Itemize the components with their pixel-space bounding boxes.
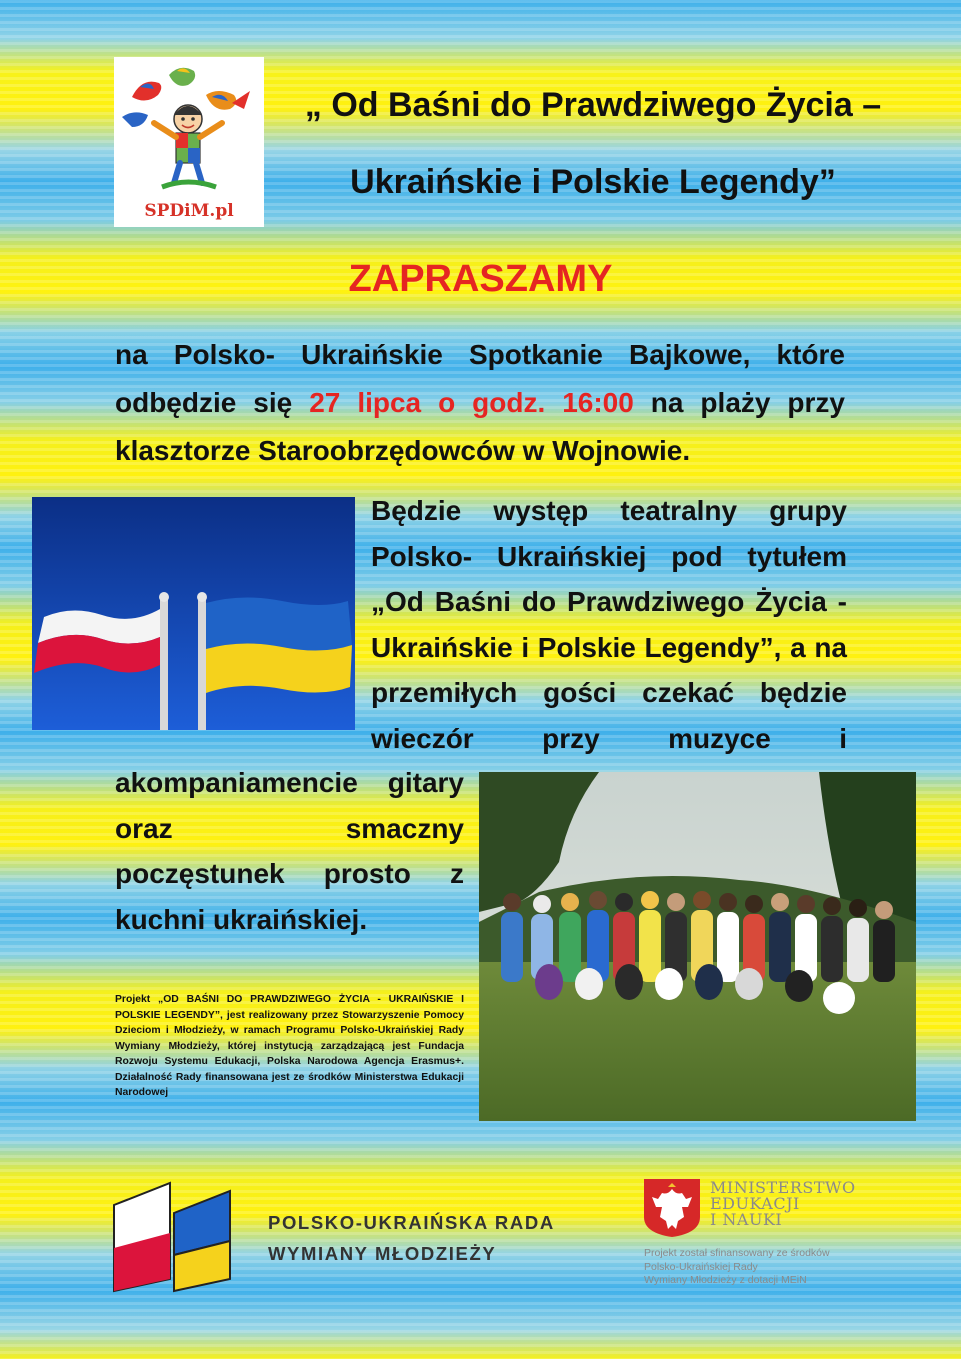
intro-text-a: na Polsko- Ukraińskie Spotkanie Bajkowe, które odbędzie się bbox=[115, 339, 845, 418]
performance-line: Ukraińskie i Polskie Legendy”, a na bbox=[371, 631, 847, 663]
mein-name-line-1: MINISTERSTWO bbox=[710, 1178, 856, 1197]
mein-name-line-3: I NAUKI bbox=[710, 1210, 783, 1229]
intro-paragraph bbox=[115, 331, 845, 475]
performance-line: Polsko- Ukraińskiej pod tytułem bbox=[371, 540, 847, 572]
performance-line: Będzie występ teatralny grupy bbox=[371, 495, 847, 526]
polish-eagle-icon bbox=[642, 1177, 702, 1239]
group-photo bbox=[479, 772, 916, 1121]
performance-continuation bbox=[115, 760, 464, 942]
invite-heading: ZAPRASZAMY bbox=[348, 258, 613, 300]
continuation-line: kuchni ukraińskiej. bbox=[115, 903, 368, 935]
intro-date-time: 27 lipca o godz. 16:00 bbox=[309, 387, 634, 418]
spdim-logo-drawing bbox=[114, 57, 264, 197]
spdim-logo bbox=[114, 57, 264, 227]
puryw-name-line-2: WYMIANY MŁODZIEŻY bbox=[268, 1243, 497, 1264]
project-note: Projekt „OD BAŚNI DO PRAWDZIWEGO ŻYCIA - UKRAIŃSKIE I POLSKIE LEGENDY”, jest realizowany przez Stowarzyszenie Pomocy Dzieciom i Młodzieży, w ramach Programu Polsko-Ukraińskiej Rady Wymiany Młodzieży, której instytucją zarządzającą jest Fundacja Rozwoju Systemu Edukacji, Polska Narodowa Agencja Erasmus+. Działalność Rady finansowana jest ze środków Ministerstwa Edukacji Narodowej bbox=[115, 994, 464, 1098]
mein-note-line-1: Projekt został sfinansowany ze środków bbox=[644, 1247, 830, 1259]
mein-note-line-2: Polsko-Ukraińskiej Rady bbox=[644, 1260, 758, 1273]
puryw-name-line-1: POLSKO-UKRAIŃSKA RADA bbox=[268, 1212, 555, 1233]
puryw-flags-logo bbox=[112, 1175, 232, 1295]
title-line-2: Ukraińskie i Polskie Legendy” bbox=[350, 163, 836, 201]
intro-text-b: na plaży przy klasztorze Staroobrzędowców w Wojnowie. bbox=[115, 387, 845, 466]
performance-line: wieczór przy muzyce i bbox=[371, 722, 847, 754]
mein-funding-note bbox=[644, 1247, 830, 1288]
continuation-line: poczęstunek prosto z bbox=[115, 858, 464, 889]
performance-paragraph bbox=[371, 488, 847, 761]
mein-note-line-3: Wymiany Młodzieży z dotacji MEiN bbox=[644, 1274, 807, 1286]
continuation-line: oraz smaczny bbox=[115, 812, 464, 844]
mein-name-line-2: EDUKACJI bbox=[710, 1194, 800, 1213]
performance-line: „Od Baśni do Prawdziwego Życia - bbox=[371, 586, 847, 617]
spdim-logo-caption: SPDiM.pl bbox=[144, 201, 234, 221]
poland-ukraine-flags-photo bbox=[32, 497, 355, 730]
performance-line: przemiłych gości czekać będzie bbox=[371, 677, 847, 708]
continuation-line: akompaniamencie gitary bbox=[115, 767, 464, 798]
mein-name bbox=[710, 1180, 856, 1228]
title-line-1: „ Od Baśni do Prawdziwego Życia – bbox=[304, 86, 882, 124]
puryw-name bbox=[268, 1207, 555, 1269]
